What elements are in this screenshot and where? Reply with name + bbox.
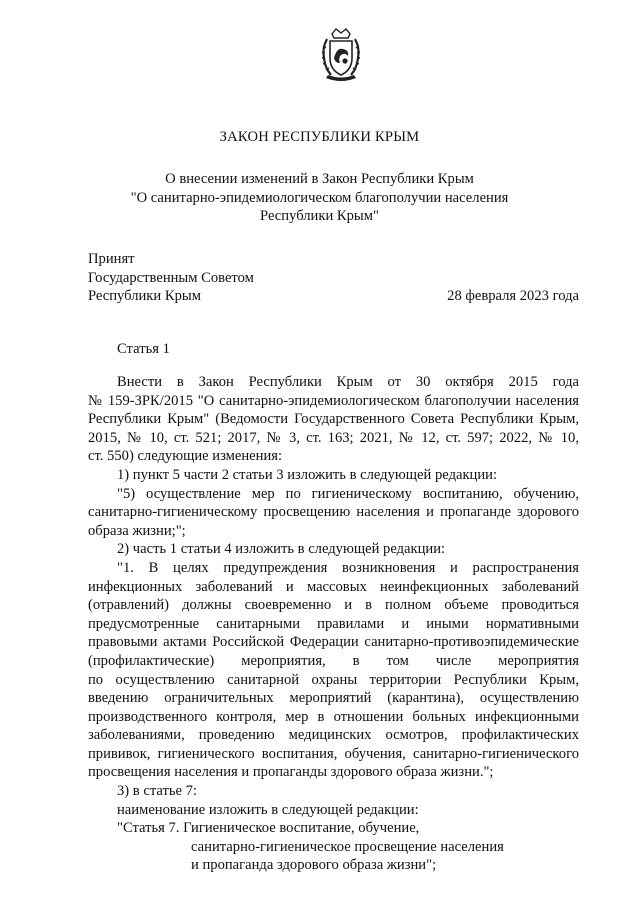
- text-line: образа жизни;";: [88, 522, 186, 539]
- law-title: ЗАКОН РЕСПУБЛИКИ КРЫМ: [219, 129, 420, 145]
- subtitle-line: О внесении изменений в Закон Республики Крым: [165, 171, 474, 187]
- text-line: правовыми актами Российской Федерации санитарно-противоэпидемические: [88, 634, 579, 651]
- text-line: инфекционных заболеваний и массовых неинфекционных заболеваний: [88, 578, 579, 595]
- text-line: 2015, № 10, ст. 521; 2017, № 3, ст. 163; 2021, № 12, ст. 597; 2022, № 10,: [88, 429, 579, 446]
- text-line: введению ограничительных мероприятий (карантина), осуществлению: [88, 690, 579, 707]
- article-body: [88, 373, 579, 875]
- text-line: производственного контроля, мер в отношении больных инфекционными: [88, 708, 579, 725]
- text-line: (профилактические) мероприятия, в том числе мероприятия: [88, 652, 579, 669]
- text-line: и пропаганда здорового образа жизни";: [191, 857, 437, 874]
- text-line: просвещения населения и пропаганды здорового образа жизни.";: [88, 764, 494, 781]
- adoption-block: [88, 250, 254, 306]
- text-line: № 159-ЗРК/2015 "О санитарно-эпидемиологическом благополучии населения: [88, 392, 579, 409]
- adoption-line: Принят: [88, 251, 135, 267]
- text-line: "1. В целях предупреждения возникновения и распространения: [117, 559, 579, 576]
- adoption-line: Республики Крым: [88, 288, 201, 305]
- text-line: наименование изложить в следующей редакции:: [117, 801, 419, 818]
- text-line: "5) осуществление мер по гигиеническому воспитанию, обучению,: [117, 485, 579, 502]
- text-line: предусмотренные санитарными правилами и иными нормативными: [88, 615, 579, 632]
- text-line: (отравлений) должны своевременно и в полном объеме проводиться: [88, 597, 579, 614]
- text-line: санитарно-гигиеническое просвещение населения: [191, 838, 504, 855]
- law-subtitle: [0, 170, 639, 226]
- text-line: 2) часть 1 статьи 4 изложить в следующей редакции:: [117, 541, 446, 558]
- text-line: по осуществлению санитарной охраны территории Республики Крым,: [88, 671, 579, 688]
- text-line: Республики Крым" (Ведомости Государственного Совета Республики Крым,: [88, 411, 579, 428]
- article-heading: Статья 1: [117, 341, 170, 357]
- text-line: Внести в Закон Республики Крым от 30 октября 2015 года: [117, 374, 579, 390]
- text-line: ст. 550) следующие изменения:: [88, 448, 283, 465]
- text-line: заболеваниями, проведению медицинских осмотров, профилактических: [88, 727, 579, 744]
- text-line: прививок, гигиенического воспитания, обучения, санитарно-гигиенического: [88, 745, 579, 762]
- crimea-coat-of-arms-icon: [318, 28, 364, 84]
- text-line: 3) в статье 7:: [117, 783, 197, 800]
- subtitle-line: "О санитарно-эпидемиологическом благополучии населения: [130, 189, 509, 206]
- adoption-line: Государственным Советом: [88, 269, 254, 286]
- text-line: "Статья 7. Гигиеническое воспитание, обучение,: [117, 820, 420, 837]
- subtitle-line: Республики Крым": [260, 208, 379, 225]
- text-line: санитарно-гигиеническому просвещению населения и пропаганде здорового: [88, 504, 579, 521]
- adoption-date: 28 февраля 2023 года: [447, 288, 579, 304]
- text-line: 1) пункт 5 части 2 статьи 3 изложить в следующей редакции:: [117, 466, 498, 483]
